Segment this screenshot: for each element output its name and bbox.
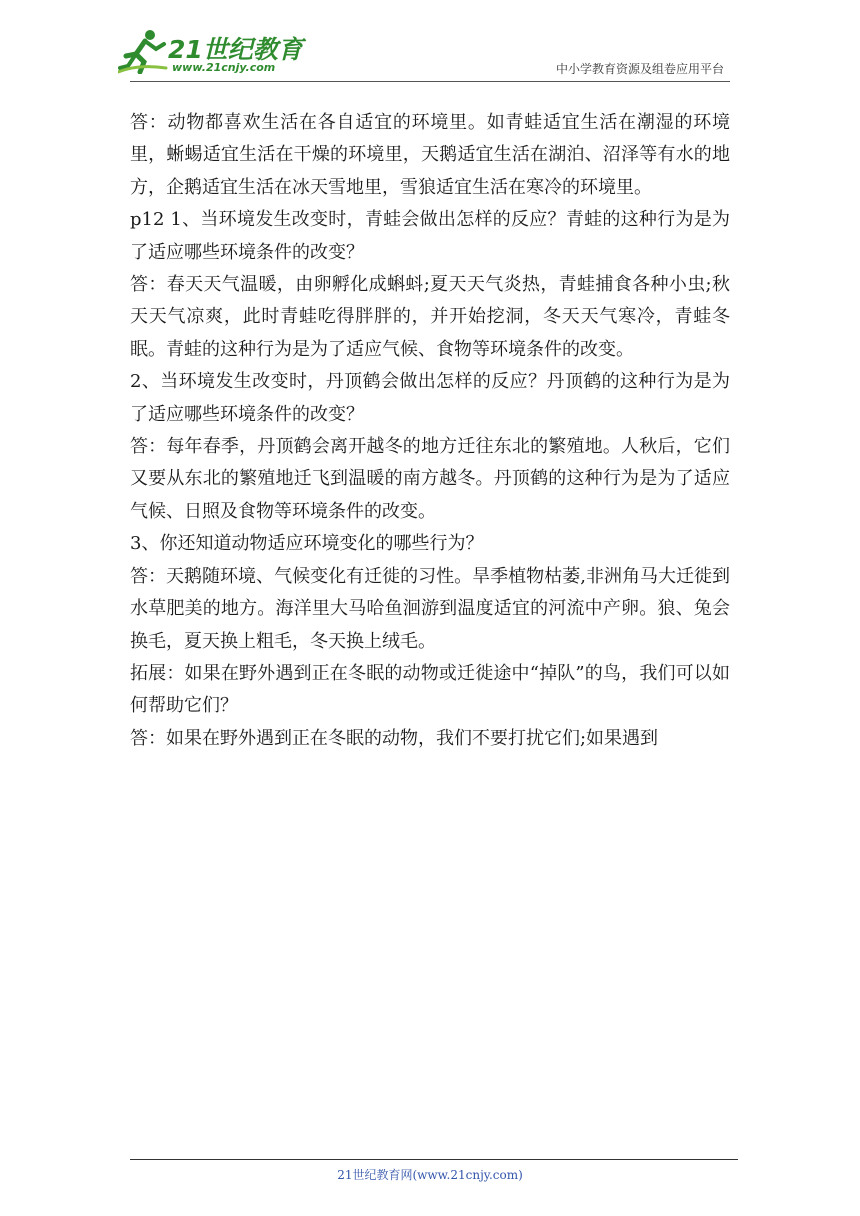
header-divider bbox=[130, 81, 730, 82]
runner-logo-icon bbox=[118, 28, 170, 74]
paragraph: 2、当环境发生改变时，丹顶鹤会做出怎样的反应？丹顶鹤的这种行为是为了适应哪些环境条件的改变？ bbox=[130, 371, 730, 425]
document-body bbox=[130, 107, 730, 755]
footer-divider bbox=[130, 1159, 738, 1160]
site-logo[interactable] bbox=[118, 28, 303, 78]
paragraph: 答：动物都喜欢生活在各自适宜的环境里。如青蛙适宜生活在潮湿的环境里，蜥蜴适宜生活在干燥的环境里，天鹅适宜生活在湖泊、沼泽等有水的地方，企鹅适宜生活在冰天雪地里，雪狼适宜生活在寒冷的环境里。 bbox=[130, 112, 730, 198]
paragraph: 答：天鹅随环境、气候变化有迁徙的习性。旱季植物枯萎,非洲角马大迁徙到水草肥美的地方。海洋里大马哈鱼洄游到温度适宜的河流中产卵。狼、兔会换毛，夏天换上粗毛，冬天换上绒毛。 bbox=[130, 565, 730, 652]
logo-url: www.21cnjy.com bbox=[172, 61, 276, 74]
paragraph: 答：春天天气温暖，由卵孵化成蝌蚪;夏天天气炎热，青蛙捕食各种小虫;秋天天气凉爽，此时青蛙吃得胖胖的，并开始挖洞，冬天天气寒冷，青蛙冬眠。青蛙的这种行为是为了适应气候、食物等环境条件的改变。 bbox=[130, 274, 730, 360]
footer-site-link[interactable]: 21世纪教育网(www.21cnjy.com) bbox=[337, 1168, 523, 1182]
page-header bbox=[0, 0, 860, 82]
paragraph: 拓展：如果在野外遇到正在冬眠的动物或迁徙途中“掉队”的鸟，我们可以如何帮助它们？ bbox=[130, 662, 730, 717]
paragraph: 答：如果在野外遇到正在冬眠的动物，我们不要打扰它们;如果遇到 bbox=[130, 727, 659, 749]
paragraph: p12 1、当环境发生改变时，青蛙会做出怎样的反应？青蛙的这种行为是为了适应哪些环境条件的改变？ bbox=[130, 209, 730, 263]
paragraph: 3、你还知道动物适应环境变化的哪些行为？ bbox=[130, 533, 484, 555]
header-platform-title: 中小学教育资源及组卷应用平台 bbox=[555, 62, 724, 76]
logo-text: 21世纪教育 bbox=[168, 35, 303, 64]
paragraph: 答：每年春季，丹顶鹤会离开越冬的地方迁往东北的繁殖地。人秋后，它们又要从东北的繁殖地迁飞到温暖的南方越冬。丹顶鹤的这种行为是为了适应气候、日照及食物等环境条件的改变。 bbox=[130, 436, 730, 522]
